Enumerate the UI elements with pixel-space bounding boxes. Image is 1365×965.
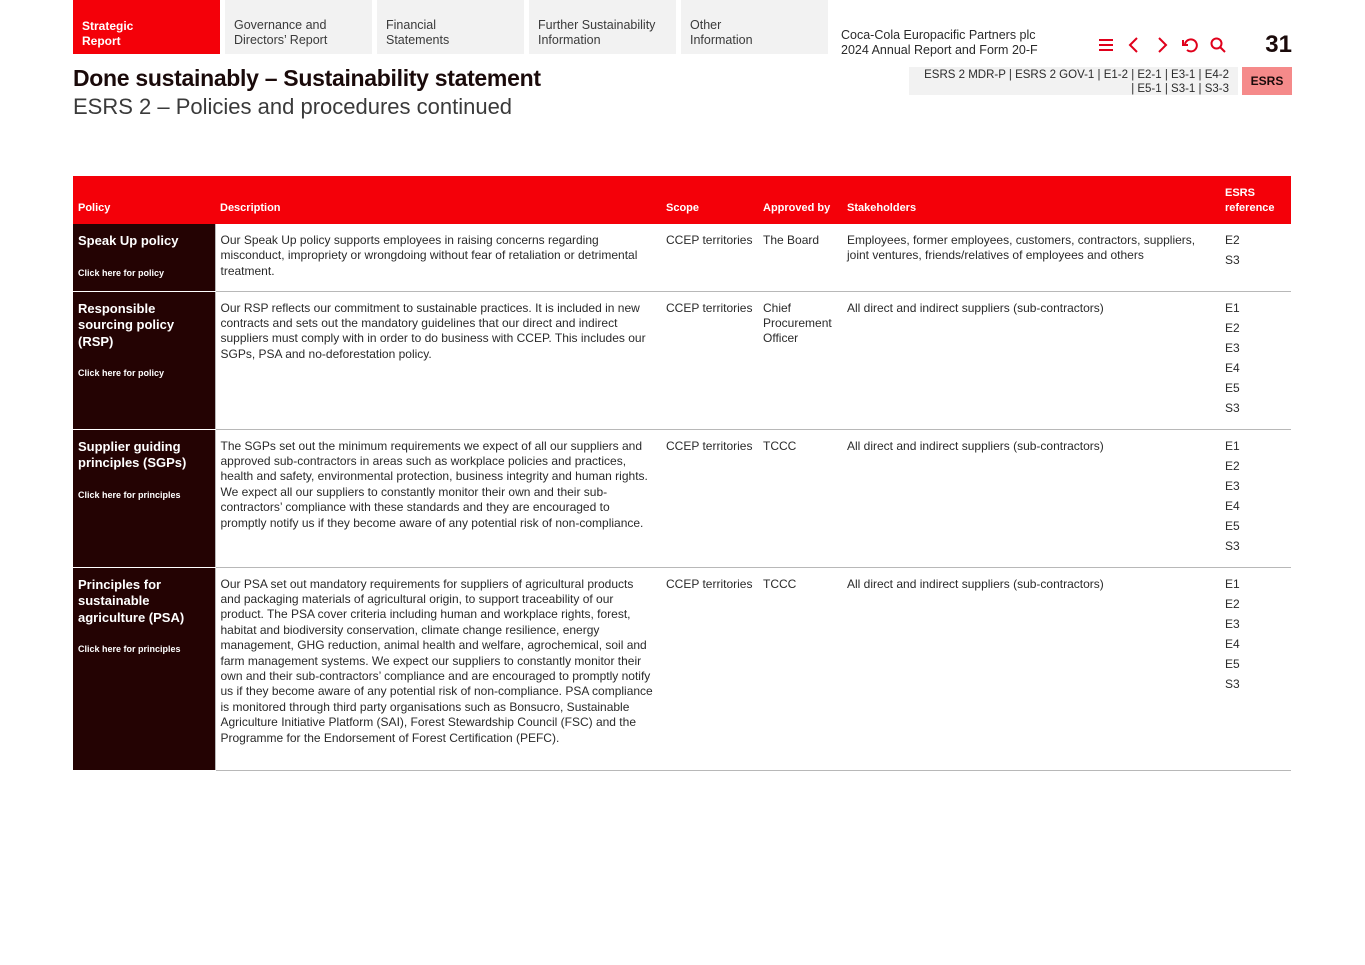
table-header-row [73,176,1291,224]
header-description: Description [215,176,661,224]
policy-link[interactable]: Click here for policy [78,267,165,278]
page-subtitle: ESRS 2 – Policies and procedures continued [73,94,513,119]
tab-further-sustainability[interactable] [529,0,676,54]
esrs-ref-item: E3 [1225,616,1240,631]
table-row [73,567,1291,770]
esrs-ref-item: S3 [1225,400,1240,415]
esrs-ref-item: E2 [1225,320,1240,335]
esrs-ref-item: E4 [1225,360,1240,375]
policy-cell [73,567,215,770]
esrs-ref-item: E2 [1225,458,1240,473]
esrs-ref-item: E5 [1225,656,1240,671]
esrs-ref-list [1225,577,1286,692]
policy-approved-by: TCCC [758,429,842,567]
policy-refs [1220,429,1291,567]
esrs-ref-item: E1 [1225,576,1240,591]
undo-icon[interactable] [1180,35,1200,55]
header-scope: Scope [661,176,758,224]
section-tabs [73,0,833,54]
esrs-badge[interactable]: ESRS [1242,67,1292,95]
esrs-ref-list [1225,439,1286,554]
policy-refs [1220,567,1291,770]
policy-scope: CCEP territories [661,567,758,770]
policy-stakeholders: All direct and indirect suppliers (sub-contractors) [842,429,1220,567]
policy-scope: CCEP territories [661,429,758,567]
policy-scope: CCEP territories [661,224,758,291]
policy-stakeholders: All direct and indirect suppliers (sub-contractors) [842,567,1220,770]
menu-icon[interactable] [1096,35,1116,55]
policies-table [73,176,1291,771]
tab-label: Further Sustainability Information [538,18,656,47]
esrs-ref-item: E3 [1225,340,1240,355]
esrs-ref-item: S3 [1225,538,1240,553]
policy-link[interactable]: Click here for principles [78,489,181,500]
policy-description: Our Speak Up policy supports employees in raising concerns regarding misconduct, impropriety or wrongdoing without fear of retaliation or detrimental treatment. [215,224,661,291]
policy-name: Speak Up policy [78,233,179,248]
chevron-left-icon[interactable] [1124,35,1144,55]
policy-link[interactable]: Click here for policy [78,368,165,378]
header-stakeholders: Stakeholders [842,176,1220,224]
esrs-ref-item: E3 [1225,478,1240,493]
esrs-ref-list [1225,301,1286,416]
esrs-ref-item: E4 [1225,498,1240,513]
table-body [73,224,1291,770]
policy-description: Our RSP reflects our commitment to sustainable practices. It is included in new contracts and sets out the mandatory guidelines that our direct and indirect suppliers must comply with in order to do business with CCEP. This includes our SGPs, PSA and no-deforestation policy. [215,291,661,429]
esrs-ref-item: S3 [1225,676,1240,691]
tab-label: Other Information [690,18,753,47]
policy-approved-by: Chief Procurement Officer [758,291,842,429]
esrs-ref-item: E5 [1225,380,1240,395]
report-name: 2024 Annual Report and Form 20-F [841,42,1038,57]
policy-stakeholders: All direct and indirect suppliers (sub-contractors) [842,291,1220,429]
table-row [73,429,1291,567]
table-row [73,224,1291,291]
policy-approved-by: The Board [758,224,842,291]
esrs-ref-item: E1 [1225,300,1240,315]
policy-name: Responsible sourcing policy (RSP) [78,300,175,349]
esrs-ref-item: E1 [1225,438,1240,453]
company-name: Coca-Cola Europacific Partners plc [841,28,1036,42]
policy-cell [73,429,215,567]
tab-financial-statements[interactable] [377,0,524,54]
tab-label: Financial Statements [386,18,450,47]
toolbar [1096,35,1228,55]
esrs-ref-item: E2 [1225,596,1240,611]
policy-approved-by: TCCC [758,567,842,770]
esrs-ref-item: E5 [1225,518,1240,533]
policy-stakeholders: Employees, former employees, customers, contractors, suppliers, joint ventures, friends/relatives of employees and others [842,224,1220,291]
chevron-right-icon[interactable] [1152,35,1172,55]
table-row [73,291,1291,429]
policy-name: Principles for sustainable agriculture (PSA) [78,576,185,625]
tab-label: Governance and Directors’ Report [234,18,328,47]
tab-other-information[interactable] [681,0,828,54]
tab-governance-report[interactable] [225,0,372,54]
page-number: 31 [1265,31,1292,58]
esrs-ref-item: S3 [1225,253,1240,267]
esrs-ref-item: E4 [1225,636,1240,651]
company-info [841,28,1038,57]
policy-description: Our PSA set out mandatory requirements for suppliers of agricultural products and packaging materials of agricultural origin, to support traceability of our product. The PSA cover criteria including human and workplace rights, forest, habitat and biodiversity conservation, climate change resilience, energy management, GHG reduction, animal health and welfare, agrochemical, soil and farm management systems. We expect our suppliers to constantly monitor their own and their sub-contractors’ compliance and are encouraged to promptly notify us if they become aware of any potential risk of non-compliance. PSA compliance is monitored through third party organisations such as Bonsucro, Sustainable Agriculture Initiative Platform (SAI), Forest Stewardship Council (FSC) and the Programme for the Endorsement of Forest Certification (PEFC). [215,567,661,770]
esrs-ref-item: E2 [1225,233,1240,247]
policy-scope: CCEP territories [661,291,758,429]
header-esrs-reference: ESRS reference [1220,176,1291,224]
page-title: Done sustainably – Sustainability statement [73,65,541,91]
policy-description: The SGPs set out the minimum requirements we expect of all our suppliers and approved sub-contractors in areas such as workplace policies and practices, health and safety, environmental protection, business integrity and human rights. We expect all our suppliers to constantly monitor their own and their sub-contractors’ compliance with these standards and they are encouraged to promptly notify us if they become aware of any potential risk of non-compliance. [215,429,661,567]
search-icon[interactable] [1208,35,1228,55]
esrs-ref-list [1225,233,1286,268]
tab-strategic-report[interactable] [73,0,220,54]
policy-cell [73,224,215,291]
header-approved-by: Approved by [758,176,842,224]
policy-name: Supplier guiding principles (SGPs) [78,438,187,470]
esrs-reference-box: ESRS 2 MDR-P | ESRS 2 GOV-1 | E1-2 | E2-1 | E3-1 | E4-2 | E5-1 | S3-1 | S3-3 [909,67,1238,95]
header-policy: Policy [73,176,215,224]
tab-label: Strategic Report [82,19,134,48]
policy-refs [1220,291,1291,429]
policy-refs [1220,224,1291,291]
policy-link[interactable]: Click here for principles [78,644,181,654]
policy-cell [73,291,215,429]
